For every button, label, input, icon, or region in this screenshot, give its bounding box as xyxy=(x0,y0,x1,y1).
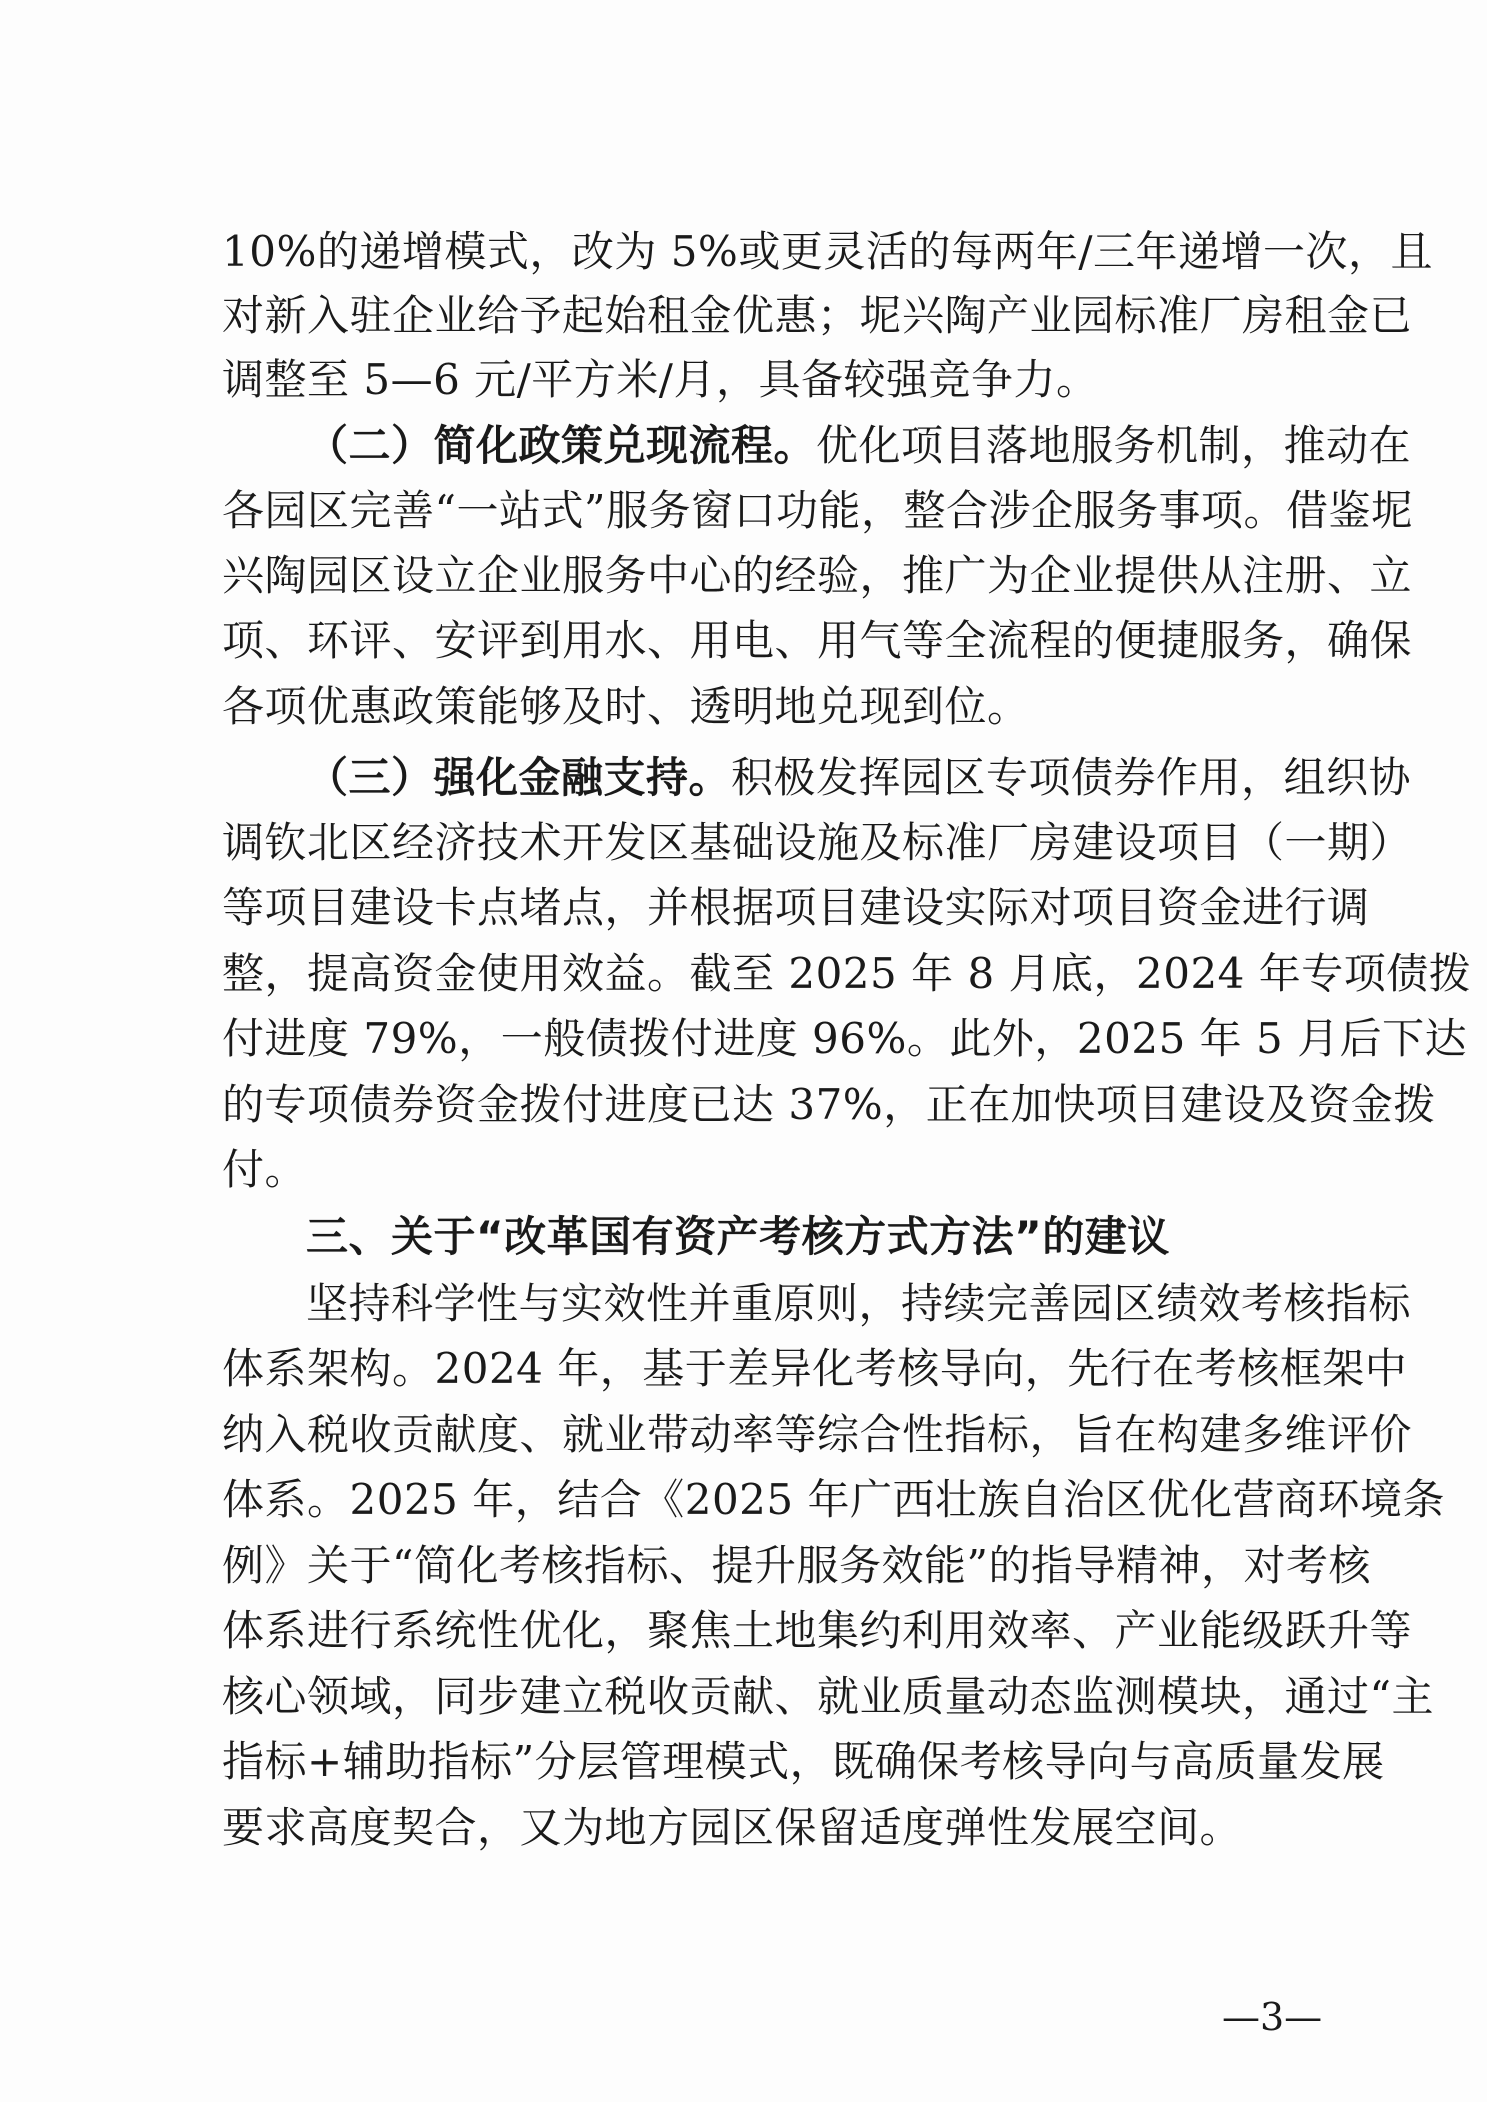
paragraph-line: 纳入税收贡献度、就业带动率等综合性指标，旨在构建多维评价 xyxy=(222,1410,1413,1459)
paragraph-line: 调整至 5—6 元/平方米/月，具备较强竞争力。 xyxy=(222,355,1099,404)
paragraph-line xyxy=(306,420,1412,472)
paragraph-line: 对新入驻企业给予起始租金优惠；坭兴陶产业园标准厂房租金已 xyxy=(222,291,1413,340)
paragraph-line: 各园区完善“一站式”服务窗口功能，整合涉企服务事项。借鉴坭 xyxy=(222,486,1414,535)
paragraph-line: 例》关于“简化考核指标、提升服务效能”的指导精神，对考核 xyxy=(222,1541,1371,1590)
paragraph-line: 指标+辅助指标”分层管理模式，既确保考核导向与高质量发展 xyxy=(222,1737,1385,1786)
section-lead-3: （三）强化金融支持。 xyxy=(306,753,732,802)
paragraph-line: 调钦北区经济技术开发区基础设施及标准厂房建设项目（一期） xyxy=(222,818,1413,867)
paragraph-line: 付进度 79%，一般债拨付进度 96%。此外，2025 年 5 月后下达 xyxy=(222,1014,1468,1063)
paragraph-text: 积极发挥园区专项债券作用，组织协 xyxy=(731,753,1412,802)
paragraph-line: 各项优惠政策能够及时、透明地兑现到位。 xyxy=(222,682,1030,731)
paragraph-line: 10%的递增模式，改为 5%或更灵活的每两年/三年递增一次，且 xyxy=(222,227,1433,276)
paragraph-line: 坚持科学性与实效性并重原则，持续完善园区绩效考核指标 xyxy=(306,1279,1412,1328)
paragraph-line: 等项目建设卡点堵点，并根据项目建设实际对项目资金进行调 xyxy=(222,883,1370,932)
section-lead-2: （二）简化政策兑现流程。 xyxy=(306,421,817,470)
paragraph-line: 付。 xyxy=(222,1145,308,1194)
paragraph-text: 优化项目落地服务机制，推动在 xyxy=(816,421,1412,470)
paragraph-line: 体系架构。2024 年，基于差异化考核导向，先行在考核框架中 xyxy=(222,1344,1408,1393)
paragraph-line xyxy=(306,752,1412,804)
paragraph-line: 的专项债券资金拨付进度已达 37%，正在加快项目建设及资金拨 xyxy=(222,1080,1436,1129)
paragraph-line: 整，提高资金使用效益。截至 2025 年 8 月底，2024 年专项债拨 xyxy=(222,949,1472,998)
paragraph-line: 兴陶园区设立企业服务中心的经验，推广为企业提供从注册、立 xyxy=(222,551,1413,600)
paragraph-line: 项、环评、安评到用水、用电、用气等全流程的便捷服务，确保 xyxy=(222,616,1413,665)
paragraph-line: 要求高度契合，又为地方园区保留适度弹性发展空间。 xyxy=(222,1803,1243,1852)
page-number: —3— xyxy=(1222,1995,1323,2039)
paragraph-line: 核心领域，同步建立税收贡献、就业质量动态监测模块，通过“主 xyxy=(222,1672,1434,1721)
paragraph-line: 体系。2025 年，结合《2025 年广西壮族自治区优化营商环境条 xyxy=(222,1475,1445,1524)
paragraph-line: 体系进行系统性优化，聚焦土地集约利用效率、产业能级跃升等 xyxy=(222,1606,1413,1655)
section-heading: 三、关于“改革国有资产考核方式方法”的建议 xyxy=(306,1212,1170,1261)
